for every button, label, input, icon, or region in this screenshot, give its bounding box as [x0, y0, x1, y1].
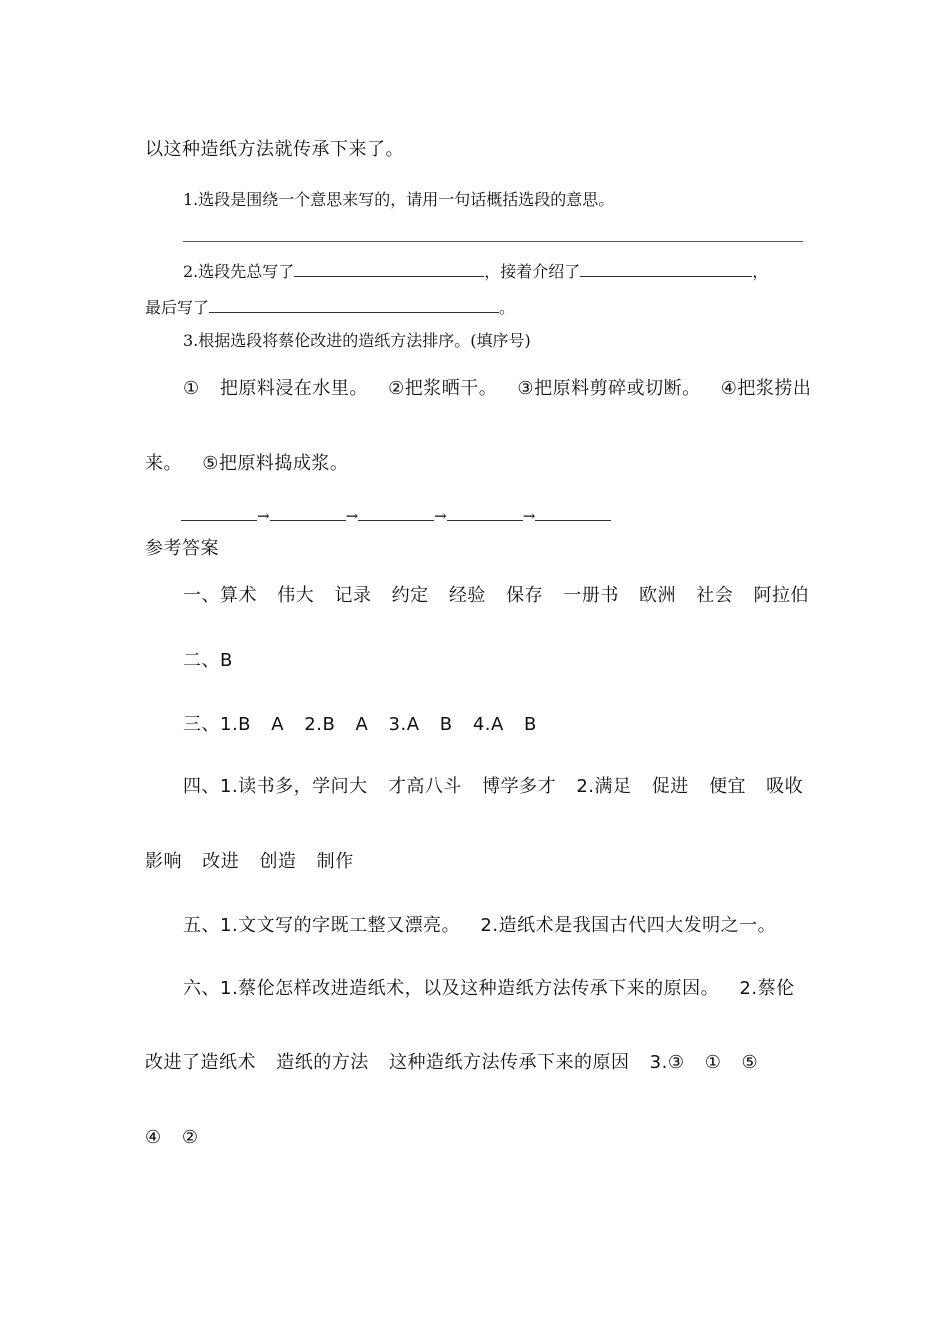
answer-line-q1[interactable] — [183, 241, 803, 242]
arrow-icon: → — [257, 507, 270, 525]
q2-text-4: 最后写了 — [145, 298, 210, 317]
answer-4-line2: 影响 改进 创造 制作 — [145, 851, 354, 872]
answer-6-line1: 六、1.蔡伦怎样改进造纸术，以及这种造纸方法传承下来的原因。 2.蔡伦 — [183, 978, 795, 999]
q2-text-5: 。 — [499, 298, 516, 317]
answer-6-line2: 改进了造纸术 造纸的方法 这种造纸方法传承下来的原因 3.③ ① ⑤ — [145, 1052, 759, 1073]
answers-title: 参考答案 — [145, 538, 219, 559]
order-blank-3[interactable] — [358, 506, 434, 521]
order-blanks — [181, 506, 611, 524]
q2-text-3: ， — [752, 262, 769, 281]
arrow-icon: → — [345, 507, 359, 525]
question-3-options-line2: 来。 ⑤把原料捣成浆。 — [145, 453, 349, 474]
question-2-line1 — [183, 262, 768, 280]
q2-text-2: ，接着介绍了 — [484, 262, 581, 281]
order-blank-4[interactable] — [447, 506, 523, 521]
answer-2: 二、B — [183, 650, 233, 671]
arrow-icon: → — [522, 507, 536, 525]
question-2-line2 — [145, 298, 515, 316]
order-blank-2[interactable] — [270, 506, 346, 521]
question-1: 1.选段是围绕一个意思来写的，请用一句话概括选段的意思。 — [183, 190, 615, 209]
passage-tail: 以这种造纸方法就传承下来了。 — [145, 139, 404, 160]
answer-5: 五、1.文文写的字既工整又漂亮。 2.造纸术是我国古代四大发明之一。 — [183, 915, 777, 936]
q2-text-1: 2.选段先总写了 — [183, 262, 295, 281]
q2-blank-3[interactable] — [209, 298, 499, 313]
order-blank-1[interactable] — [181, 506, 257, 521]
q2-blank-1[interactable] — [294, 262, 484, 277]
answer-3: 三、1.B A 2.B A 3.A B 4.A B — [183, 714, 537, 735]
arrow-icon: → — [434, 507, 447, 525]
answer-4-line1: 四、1.读书多，学问大 才高八斗 博学多才 2.满足 促进 便宜 吸收 — [183, 776, 804, 797]
answer-6-line3: ④ ② — [145, 1127, 199, 1148]
answer-1: 一、算术 伟大 记录 约定 经验 保存 一册书 欧洲 社会 阿拉伯 — [183, 585, 809, 606]
q2-blank-2[interactable] — [580, 262, 752, 277]
question-3-options-line1: ① 把原料浸在水里。 ②把浆晒干。 ③把原料剪碎或切断。 ④把浆捞出 — [183, 378, 812, 399]
order-blank-5[interactable] — [535, 506, 611, 521]
question-3: 3.根据选段将蔡伦改进的造纸方法排序。(填序号) — [183, 331, 531, 350]
